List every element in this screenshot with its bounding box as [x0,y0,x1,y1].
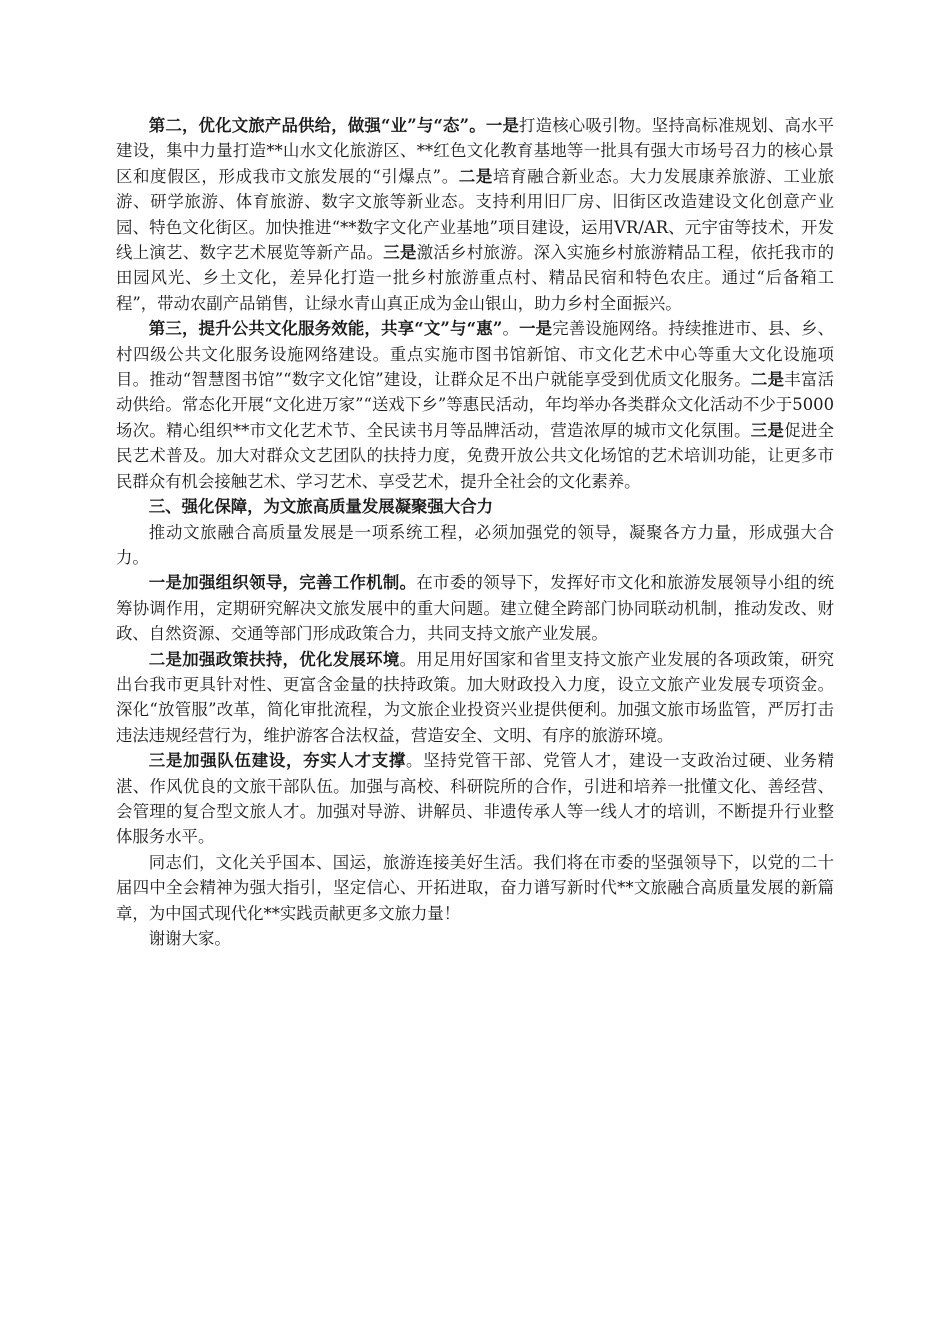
emphasis-label: 二是加强政策扶持，优化发展环境 [148,649,400,669]
paragraph-policy [116,647,834,749]
paragraph-text: 在市委的领导下，发挥好市文化和旅游发展领导小组的统筹协调作用，定期研究解决文旅发展中的重大问题。建立健全跨部门协同联动机制，推动发改、财政、自然资源、交通等部门形成政策合力，共同支持文旅产业发展。 [116,573,835,644]
section-heading-text: 三、强化保障，为文旅高质量发展凝聚强大合力 [148,497,493,517]
document-body [116,113,834,951]
paragraph-organization [116,570,834,646]
paragraph-intro-guarantees [116,520,834,571]
section-heading-guarantees [116,494,834,519]
emphasis-label: 三是加强队伍建设，夯实人才支撑 [148,751,407,771]
paragraph-text: 推动文旅融合高质量发展是一项系统工程，必须加强党的领导，凝聚各方力量，形成强大合力。 [116,522,834,567]
paragraph-text: 。 [502,319,520,339]
emphasis-label: 一是加强组织领导，完善工作机制。 [148,573,417,593]
paragraph-text: 谢谢大家。 [148,929,231,948]
emphasis-label: 一是 [519,319,553,339]
paragraph-thanks [116,926,834,951]
paragraph-conclusion [116,850,834,926]
paragraph-public-services [116,316,834,494]
paragraph-text: 。坚持党管干部、党管人才，建设一支政治过硬、业务精湛、作风优良的文旅干部队伍。加强与高校、科研院所的合作，引进和培养一批懂文化、善经营、会管理的复合型文旅人才。加强对导游、讲解员、非遗传承人等一线人才的培训，不断提升行业整体服务水平。 [116,751,835,847]
paragraph-text: 培育融合新业态。大力发展康养旅游、工业旅游、研学旅游、体育旅游、数字文旅等新业态。支持利用旧厂房、旧街区改造建设文化创意产业园、特色文化街区。加快推进“**数字文化产业基地”项目建设，运用VR/AR、元宇宙等技术，开发线上演艺、数字艺术展览等新产品。 [116,166,835,263]
heading-third-point: 第三，提升公共文化服务效能，共享“文”与“惠” [148,319,503,339]
paragraph-text: 。用足用好国家和省里支持文旅产业发展的各项政策，研究出台我市更具针对性、更富含金量的扶持政策。加大财政投入力度，设立文旅产业发展专项资金。深化“放管服”改革，简化审批流程，为文旅企业投资兴业提供便利。加强文旅市场监管，严厉打击违法违规经营行为，维护游客合法权益，营造安全、文明、有序的旅游环境。 [116,649,835,745]
emphasis-label: 二是 [458,166,493,186]
emphasis-label: 三是 [383,243,417,263]
paragraph-text: 完善设施网络。持续推进市、县、乡、村四级公共文化服务设施网络建设。重点实施市图书馆新馆、市文化艺术中心等重大文化设施项目。推动“智慧图书馆”“数字文化馆”建设，让群众足不出户就能享受到优质文化服务。 [116,319,835,390]
paragraph-text: 促进全民艺术普及。加大对群众文艺团队的扶持力度，免费开放公共文化场馆的艺术培训功能，让更多市民群众有机会接触艺术、学习艺术、享受艺术，提升全社会的文化素养。 [116,420,835,491]
emphasis-label: 三是 [750,420,785,440]
heading-second-point: 第二，优化文旅产品供给，做强“业”与“态”。一是 [148,116,520,135]
emphasis-label: 二是 [750,370,785,390]
paragraph-cultural-products [116,113,834,316]
paragraph-text: 同志们，文化关乎国本、国运，旅游连接美好生活。我们将在市委的坚强领导下，以党的二十届四中全会精神为强大指引，坚定信心、开拓进取，奋力谱写新时代**文旅融合高质量发展的新篇章，为中国式现代化**实践贡献更多文旅力量！ [116,852,834,923]
paragraph-text: 打造核心吸引物。坚持高标准规划、高水平建设，集中力量打造**山水文化旅游区、**红色文化教育基地等一批具有强大市场号召力的核心景区和度假区，形成我市文旅发展的“引爆点”。 [116,116,835,186]
paragraph-text: 激活乡村旅游。深入实施乡村旅游精品工程，依托我市的田园风光、乡土文化，差异化打造一批乡村旅游重点村、精品民宿和特色农庄。通过“后备箱工程”，带动农副产品销售，让绿水青山真正成为金山银山，助力乡村全面振兴。 [116,243,835,313]
paragraph-text: 丰富活动供给。常态化开展“文化进万家”“送戏下乡”等惠民活动，年均举办各类群众文化活动不少于5000场次。精心组织**市文化艺术节、全民读书月等品牌活动，营造浓厚的城市文化氛围。 [116,370,835,440]
paragraph-talent [116,748,834,850]
